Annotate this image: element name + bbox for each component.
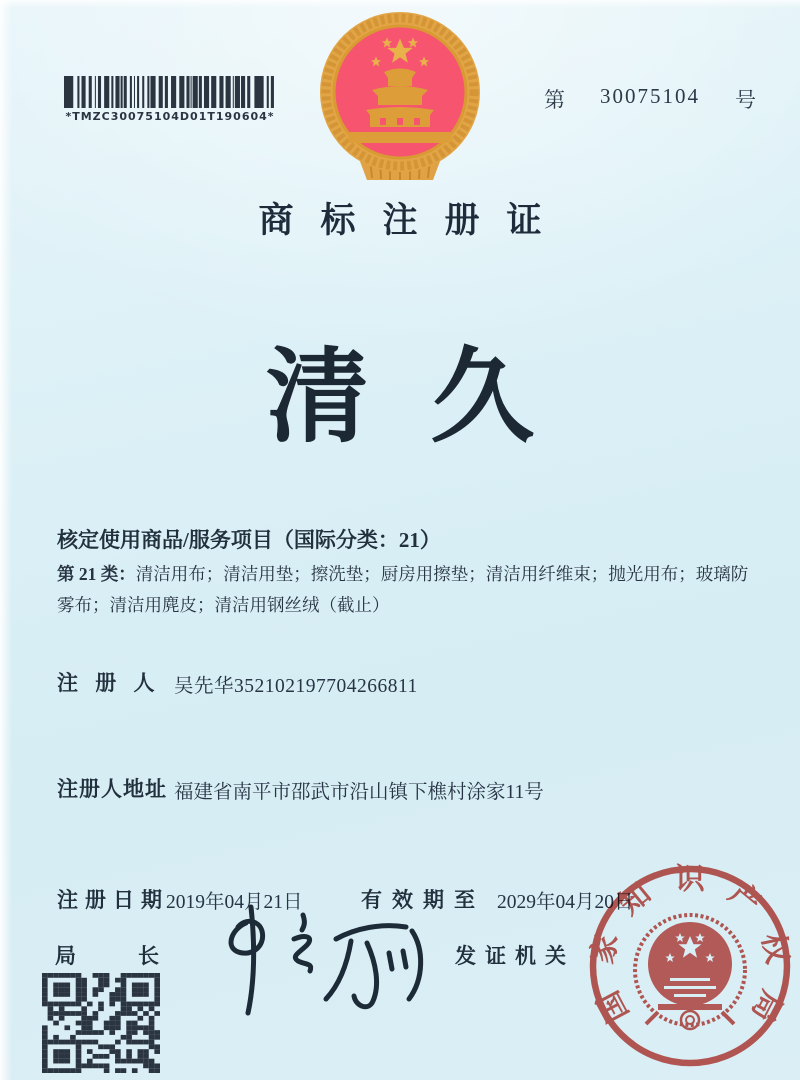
barcode-block [64,76,276,123]
goods-items-text: 清洁用布；清洁用垫；擦洗垫；厨房用擦垫；清洁用纤维束；抛光用布；玻璃防雾布；清洁用麂皮；清洁用钢丝绒（截止） [57,564,749,615]
certificate-number [544,84,756,114]
valid-until-value: 2029年04月20日 [497,892,634,913]
photo-paper-edge-left [0,0,12,1080]
director-signature [198,901,446,1021]
cert-no-value: 30075104 [600,84,700,108]
address-value: 福建省南平市邵武市沿山镇下樵村涂家11号 [174,782,544,803]
registrant-label: 注 册 人 [57,671,161,695]
registrant-value: 吴先华352102197704266811 [174,676,418,697]
trademark-name: 清久 [266,341,596,455]
barcode-icon [64,76,276,108]
issuing-authority-label: 发证机关 [455,944,575,968]
goods-paragraph [57,559,761,620]
seal-text: 国家知识产权局 [586,862,794,1028]
address-label: 注册人地址 [57,777,167,801]
qr-code-icon [42,973,160,1073]
barcode-text: *TMZC30075104D01T190604* [65,110,275,123]
registration-date-label: 注册日期 [57,888,169,912]
authority-seal [582,852,798,1080]
registration-date-value: 2019年04月21日 [166,892,303,913]
certificate-title: 商标注册证 [258,201,569,240]
goods-heading: 核定使用商品/服务项目（国际分类：21） [57,528,441,552]
photo-paper-edge-top [0,0,800,8]
goods-class-label: 第 21 类： [57,564,136,584]
cert-no-suffix: 号 [735,88,756,112]
valid-until-label: 有效期至 [361,888,485,912]
cert-no-prefix: 第 [544,88,565,112]
national-emblem-icon [300,10,500,184]
director-label: 局长 [55,944,221,968]
